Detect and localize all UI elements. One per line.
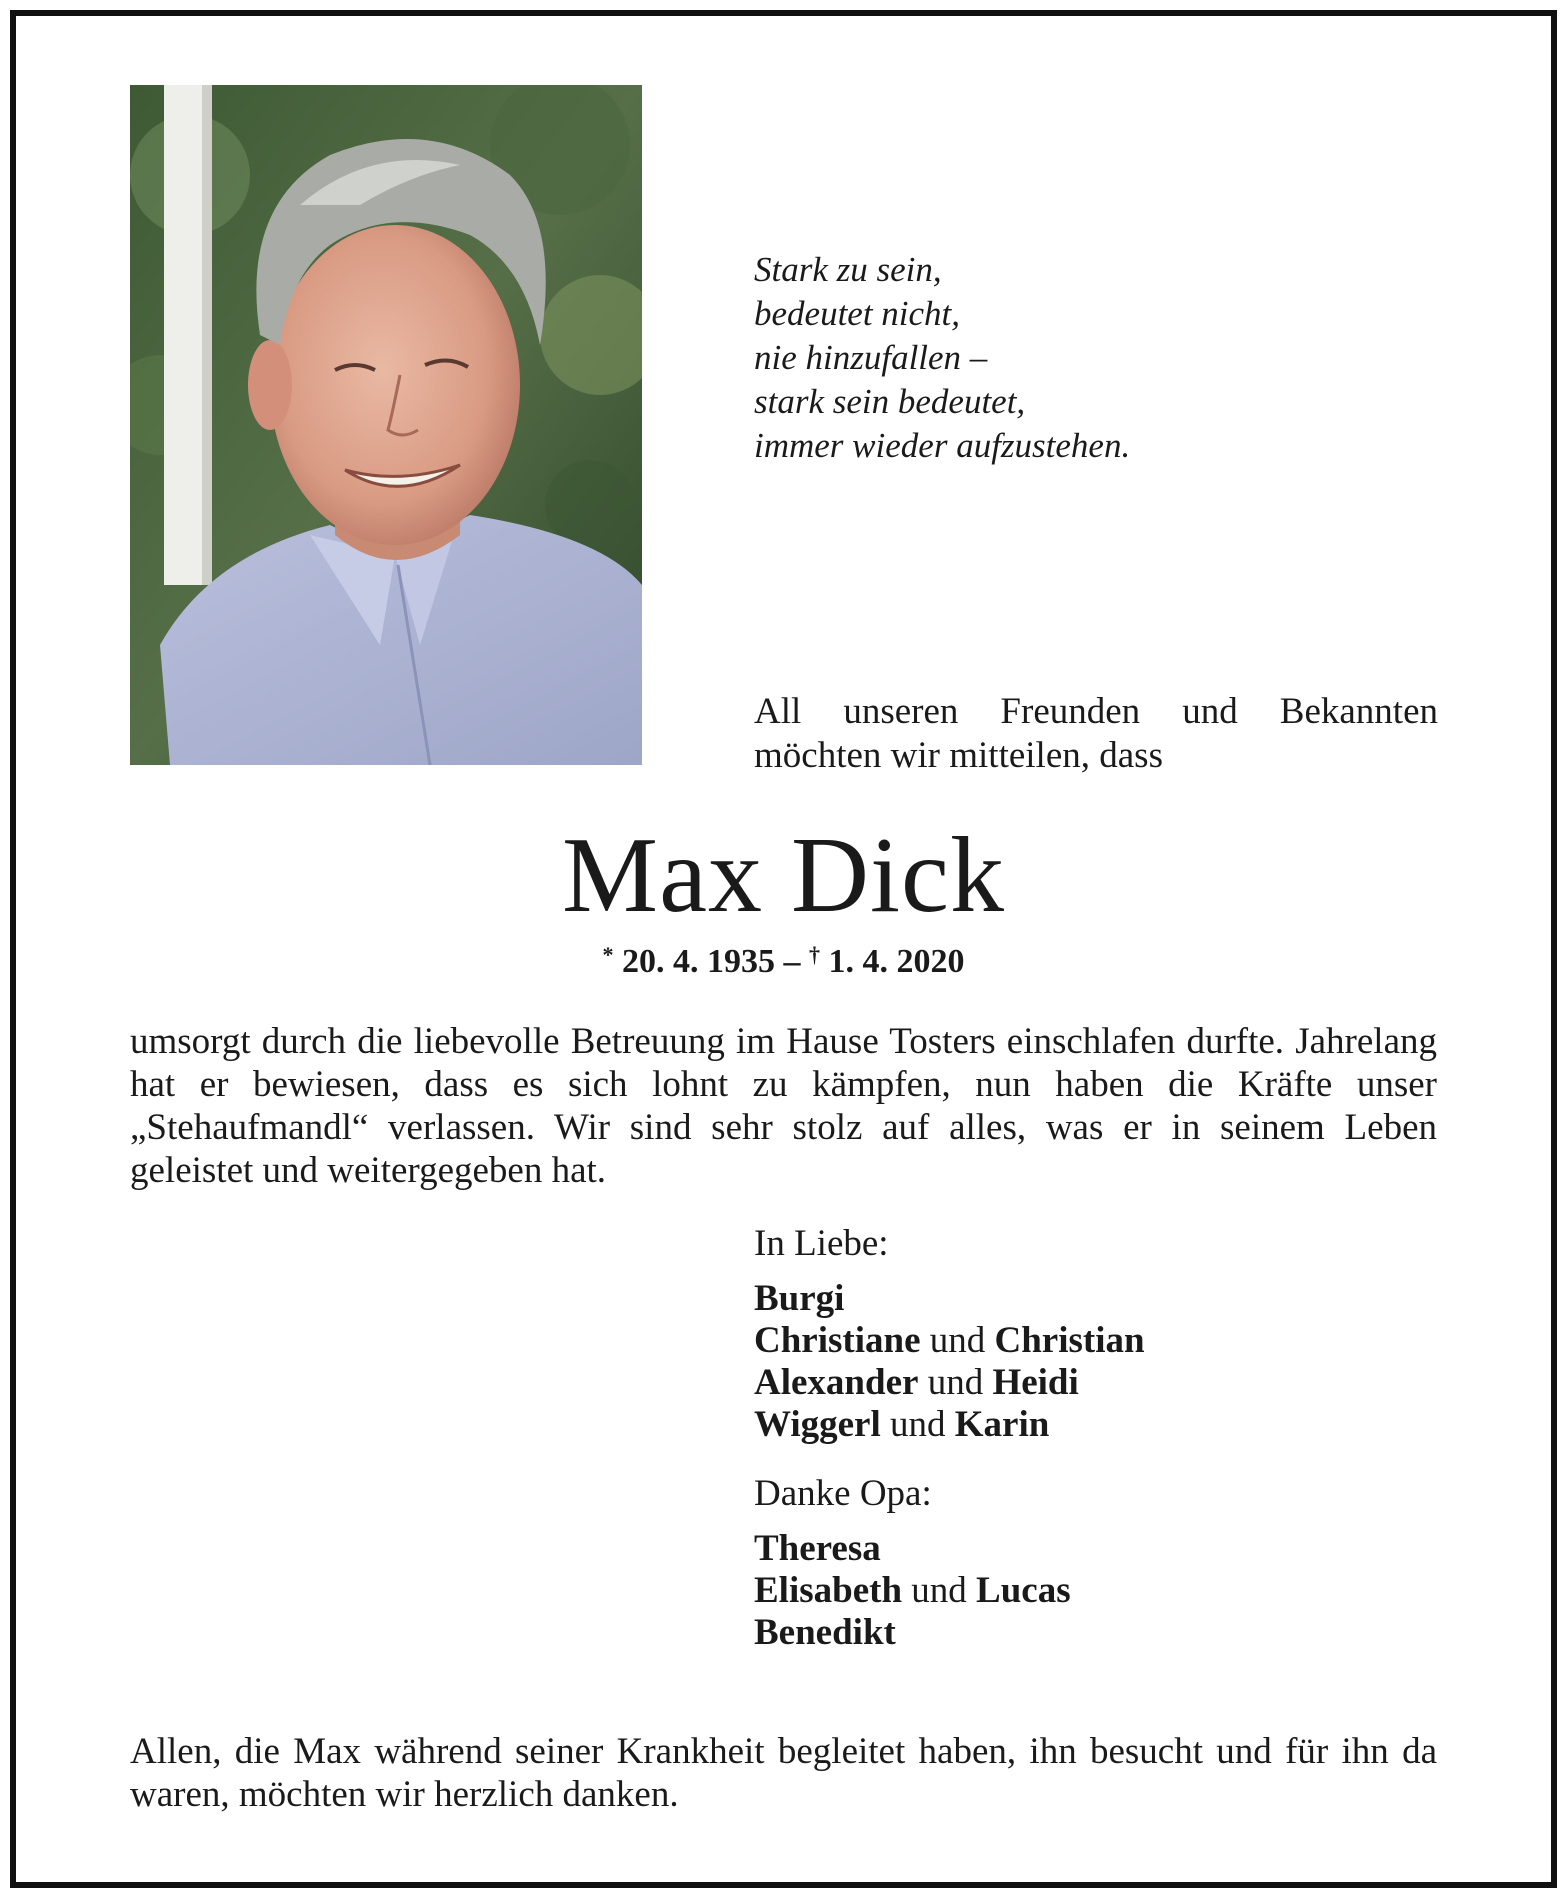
quote-line: bedeutet nicht, [754,294,961,333]
family-name: Wiggerl [754,1404,881,1445]
quote-line: immer wieder aufzustehen. [754,426,1131,465]
birth-date: 20. 4. 1935 [622,943,775,980]
quote-line: stark sein bedeutet, [754,382,1026,421]
intro-line: möchten wir mitteilen, dass [754,735,1163,776]
family-entry [754,1570,1454,1612]
closing-text: Allen, die Max während seiner Krankheit begleitet haben, ihn besucht und für ihn da waren, möchten wir herzlich danken. [130,1731,1437,1815]
family-signatures [754,1222,1454,1654]
family-name: Christiane [754,1320,921,1361]
family-entry [754,1404,1454,1446]
family-name: Elisabeth [754,1570,903,1611]
family-group [754,1278,1454,1446]
joiner: und [880,1404,955,1445]
joiner: und [920,1320,995,1361]
death-date: 1. 4. 2020 [828,943,965,980]
family-entry [754,1612,1454,1654]
family-name: Benedikt [754,1612,896,1653]
quote-line: nie hinzufallen – [754,338,988,377]
quote-line: Stark zu sein, [754,250,942,289]
family-name: Burgi [754,1278,845,1319]
life-dates [0,935,1567,982]
grandchildren-label: Danke Opa: [754,1473,932,1514]
family-name: Karin [954,1404,1050,1445]
family-entry [754,1528,1454,1570]
death-symbol: † [809,942,820,967]
family-entry [754,1320,1454,1362]
quote [754,248,1454,468]
family-name: Theresa [754,1528,881,1569]
joiner: und [918,1362,993,1403]
portrait-photo [130,85,642,765]
family-name: Alexander [754,1362,919,1403]
family-label: In Liebe: [754,1223,889,1264]
birth-symbol: * [602,942,614,967]
family-name: Lucas [976,1570,1071,1611]
intro-text [754,690,1438,778]
joiner: und [902,1570,977,1611]
family-name: Christian [994,1320,1145,1361]
date-separator: – [775,943,809,980]
family-name: Heidi [992,1362,1079,1403]
family-entry [754,1362,1454,1404]
body-text: umsorgt durch die liebevolle Betreuung im Hause Tosters einschlafen durfte. Jahrelang hat er bewiesen, dass es sich lohnt zu kämpfen, nun haben die Kräfte unser „Stehaufmandl“ verlassen. Wir sind sehr stolz auf alles, was er in seinem Leben geleistet und weitergegeben hat. [130,1021,1437,1191]
grandchildren-group [754,1528,1454,1654]
intro-line: All unseren Freunden und Bekannten [754,691,1438,732]
deceased-name: Max Dick [562,816,1005,935]
family-entry [754,1278,1454,1320]
